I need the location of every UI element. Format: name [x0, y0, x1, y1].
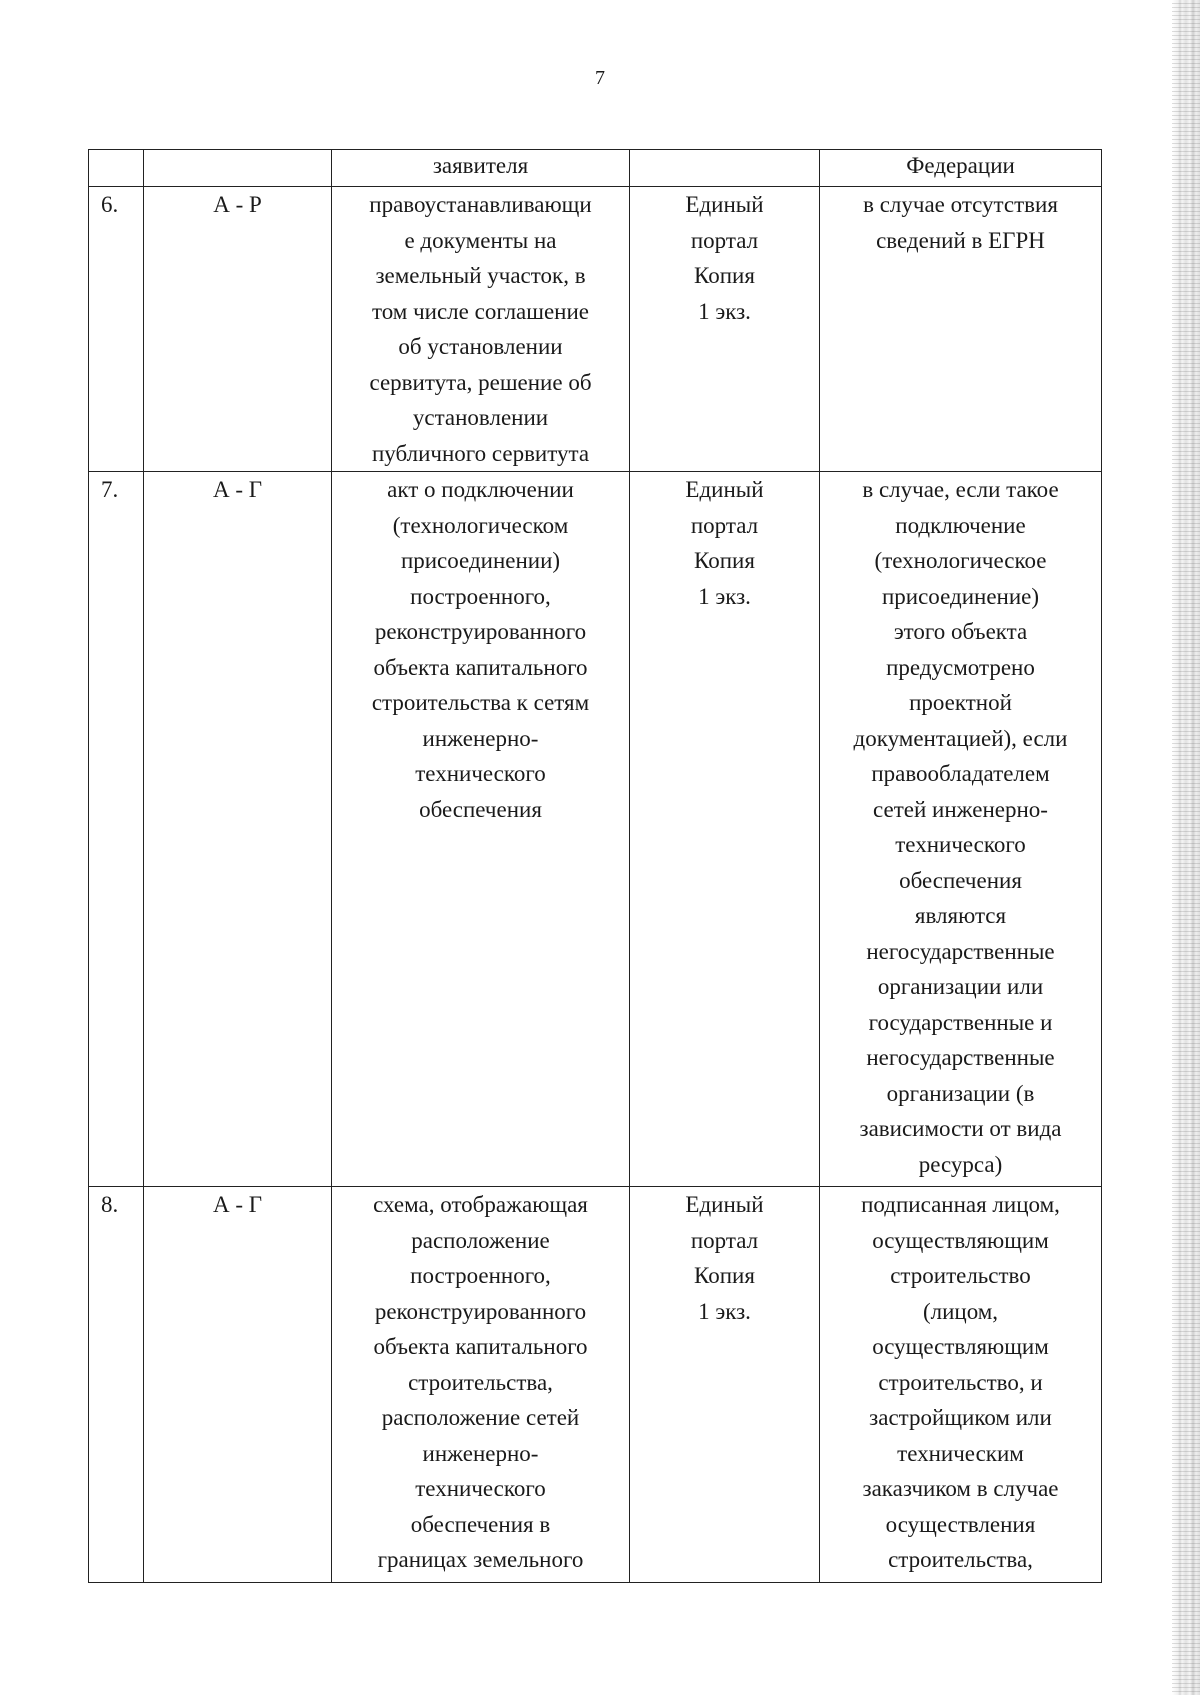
header-cell-document: заявителя [332, 150, 630, 187]
row-condition: в случае отсутствия сведений в ЕГРН [820, 187, 1102, 472]
row-code: А - Г [144, 1187, 332, 1583]
row-condition: в случае, если такое подключение (технологическое присоединение) этого объекта предусмотрено проектной документацией), если правообладателем сетей инженерно- технического обеспечения являются негосударственные организации или государственные и негосударственные организации (в зависимости от вида ресурса) [820, 472, 1102, 1187]
table-row [89, 187, 1102, 472]
row-condition: подписанная лицом, осуществляющим строительство (лицом, осуществляющим строительство, и застройщиком или техническим заказчиком в случае осуществления строительства, [820, 1187, 1102, 1583]
row-document: правоустанавливающи е документы на земельный участок, в том числе соглашение об установлении сервитута, решение об установлении публичного сервитута [332, 187, 630, 472]
row-channel: Единый портал Копия 1 экз. [630, 1187, 820, 1583]
header-cell-channel [630, 150, 820, 187]
row-document: схема, отображающая расположение построенного, реконструированного объекта капитального строительства, расположение сетей инженерно- технического обеспечения в границах земельного [332, 1187, 630, 1583]
row-channel: Единый портал Копия 1 экз. [630, 472, 820, 1187]
header-cell-condition: Федерации [820, 150, 1102, 187]
page-number: 7 [595, 67, 605, 89]
header-cell-code [144, 150, 332, 187]
row-document: акт о подключении (технологическом присоединении) построенного, реконструированного объекта капитального строительства к сетям инженерно- технического обеспечения [332, 472, 630, 1187]
row-channel: Единый портал Копия 1 экз. [630, 187, 820, 472]
table-continued-header-row [89, 150, 1102, 187]
table-row [89, 472, 1102, 1187]
table-row [89, 1187, 1102, 1583]
row-number: 7. [89, 472, 144, 1187]
row-code: А - Р [144, 187, 332, 472]
header-cell-number [89, 150, 144, 187]
documents-table [88, 149, 1102, 1583]
scan-page-edge [1172, 0, 1200, 1695]
row-number: 6. [89, 187, 144, 472]
row-code: А - Г [144, 472, 332, 1187]
row-number: 8. [89, 1187, 144, 1583]
